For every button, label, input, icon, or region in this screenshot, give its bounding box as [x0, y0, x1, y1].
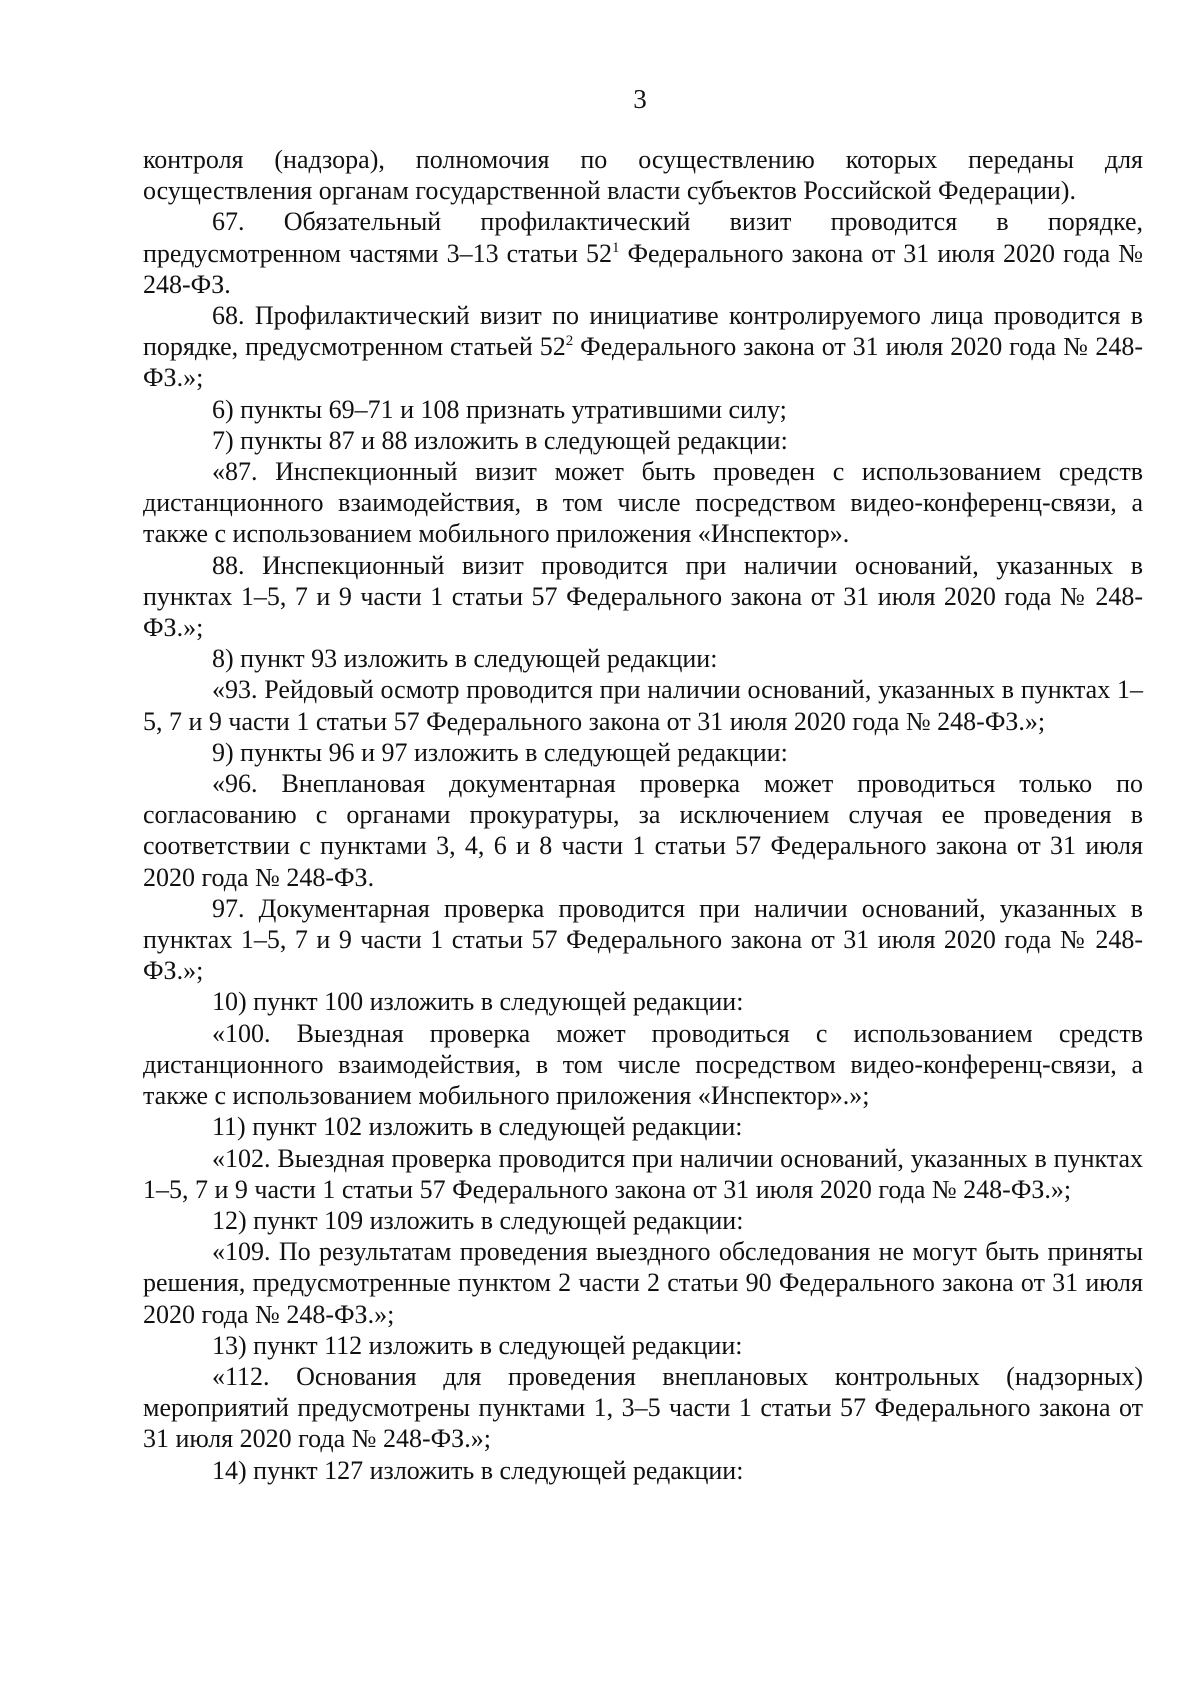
paragraph-item-6: 6) пункты 69–71 и 108 признать утратившими силу; [212, 394, 787, 424]
paragraph-100: «100. Выездная проверка может проводиться с использованием средств дистанционного взаимодействия, в том числе посредством видео-конференц-связи, а также с использованием мобильного приложения «Инспектор».»; [143, 1018, 1143, 1111]
paragraph-item-8: 8) пункт 93 изложить в следующей редакции: [212, 644, 718, 674]
paragraph-109: «109. По результатам проведения выездного обследования не могут быть приняты решения, предусмотренные пунктом 2 части 2 статьи 90 Федерального закона от 31 июля 2020 года № 248-ФЗ.»; [143, 1237, 1143, 1329]
paragraph-88: 88. Инспекционный визит проводится при наличии оснований, указанных в пунктах 1–5, 7 и 9 части 1 статьи 57 Федерального закона от 31 июля 2020 года № 248-ФЗ.»; [143, 550, 1143, 643]
superscript: 2 [565, 333, 574, 350]
paragraph-item-7: 7) пункты 87 и 88 изложить в следующей редакции: [212, 425, 788, 455]
paragraph-102: «102. Выездная проверка проводится при наличии оснований, указанных в пунктах 1–5, 7 и 9 части 1 статьи 57 Федерального закона от 31 июля 2020 года № 248-ФЗ.»; [143, 1143, 1143, 1204]
paragraph-item-14: 14) пункт 127 изложить в следующей редакции: [212, 1455, 744, 1485]
paragraph-68 [143, 300, 1143, 394]
paragraph-text: 67. Обязательный профилактический визит проводится в порядке, предусмотренном частями 3–13 статьи 52 [143, 207, 1143, 268]
paragraph-text: 68. Профилактический визит по инициативе контролируемого лица проводится в порядке, предусмотренном статьей 52 [143, 301, 1143, 362]
paragraph-112: «112. Основания для проведения внеплановых контрольных (надзорных) мероприятий предусмотрены пунктами 1, 3–5 части 1 статьи 57 Федерального закона от 31 июля 2020 года № 248-ФЗ.»; [143, 1361, 1143, 1454]
paragraph-continuation: контроля (надзора), полномочия по осуществлению которых переданы для осуществления органам государственной власти субъектов Российской Федерации). [143, 145, 1143, 206]
superscript: 1 [611, 239, 620, 256]
paragraph-item-11: 11) пункт 102 изложить в следующей редакции: [212, 1112, 743, 1142]
paragraph-96: «96. Внеплановая документарная проверка может проводиться только по согласованию с органами прокуратуры, за исключением случая ее проведения в соответствии с пунктами 3, 4, 6 и 8 части 1 статьи 57 Федерального закона от 31 июля 2020 года № 248-ФЗ. [143, 769, 1143, 892]
paragraph-item-9: 9) пункты 96 и 97 изложить в следующей редакции: [212, 737, 788, 767]
paragraph-item-10: 10) пункт 100 изложить в следующей редакции: [212, 987, 744, 1017]
paragraph-67 [143, 206, 1143, 300]
paragraph-item-13: 13) пункт 112 изложить в следующей редакции: [212, 1330, 743, 1360]
paragraph-text: Федерального закона от 31 июля 2020 года № 248-ФЗ. [143, 238, 1144, 299]
page-number: 3 [633, 84, 647, 114]
paragraph-text: Федерального закона от 31 июля 2020 года № 248-ФЗ.»; [143, 332, 1143, 393]
paragraph-93: «93. Рейдовый осмотр проводится при наличии оснований, указанных в пунктах 1–5, 7 и 9 части 1 статьи 57 Федерального закона от 31 июля 2020 года № 248-ФЗ.»; [143, 675, 1143, 736]
document-body [143, 144, 1143, 1486]
paragraph-87: «87. Инспекционный визит может быть проведен с использованием средств дистанционного взаимодействия, в том числе посредством видео-конференц-связи, а также с использованием мобильного приложения «Инспектор». [143, 457, 1143, 549]
paragraph-item-12: 12) пункт 109 изложить в следующей редакции: [212, 1205, 744, 1235]
paragraph-97: 97. Документарная проверка проводится при наличии оснований, указанных в пунктах 1–5, 7 и 9 части 1 статьи 57 Федерального закона от 31 июля 2020 года № 248-ФЗ.»; [143, 893, 1143, 986]
